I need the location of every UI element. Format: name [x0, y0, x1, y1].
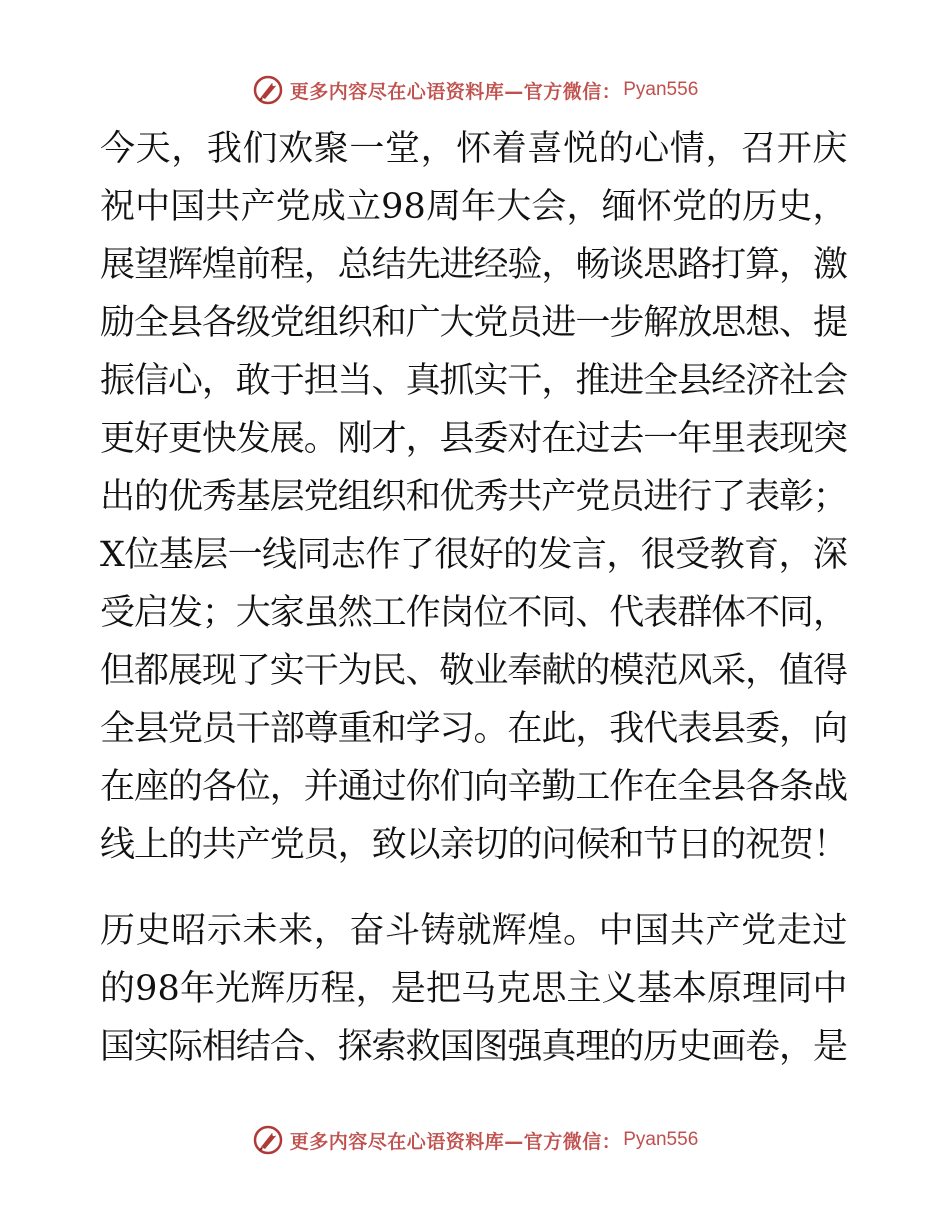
text-line: 展望辉煌前程，总结先进经验，畅谈思路打算，激 — [100, 245, 847, 285]
text-line: 振信心，敢于担当、真抓实干，推进全县经济社会 — [100, 361, 847, 401]
text-line: 更好更快发展。刚才，县委对在过去一年里表现突 — [100, 419, 847, 459]
text-line: 全县党员干部尊重和学习。在此，我代表县委，向 — [100, 709, 847, 749]
text-line: 今天，我们欢聚一堂，怀着喜悦的心情，召开庆 — [100, 129, 848, 169]
text-line: 但都展现了实干为民、敬业奉献的模范风采，值得 — [100, 651, 847, 691]
pen-logo-icon — [252, 1124, 284, 1156]
pen-logo-icon — [252, 74, 284, 106]
text-line: 历史昭示未来，奋斗铸就辉煌。中国共产党走过 — [100, 911, 848, 951]
text-line: 励全县各级党组织和广大党员进一步解放思想、提 — [100, 303, 847, 343]
text-line: 国实际相结合、探索救国图强真理的历史画卷，是 — [100, 1027, 847, 1067]
footer-banner-text: 更多内容尽在心语资料库—官方微信： — [289, 1130, 622, 1153]
footer-banner[interactable] — [0, 1120, 950, 1160]
header-banner-handle: Pyan556 — [623, 79, 699, 100]
footer-banner-handle: Pyan556 — [623, 1129, 699, 1150]
text-line: 线上的共产党员，致以亲切的问候和节日的祝贺！ — [100, 825, 847, 865]
text-line: 受启发；大家虽然工作岗位不同、代表群体不同， — [100, 593, 847, 633]
text-line: 的98年光辉历程，是把马克思主义基本原理同中 — [100, 969, 848, 1009]
text-line: X位基层一线同志作了很好的发言，很受教育，深 — [100, 535, 848, 575]
header-banner-text: 更多内容尽在心语资料库—官方微信： — [289, 80, 622, 103]
text-line: 出的优秀基层党组织和优秀共产党员进行了表彰； — [100, 477, 847, 517]
header-banner[interactable] — [0, 70, 950, 110]
text-line: 在座的各位，并通过你们向辛勤工作在全县各条战 — [100, 767, 847, 807]
text-line: 祝中国共产党成立98周年大会，缅怀党的历史， — [100, 187, 848, 227]
